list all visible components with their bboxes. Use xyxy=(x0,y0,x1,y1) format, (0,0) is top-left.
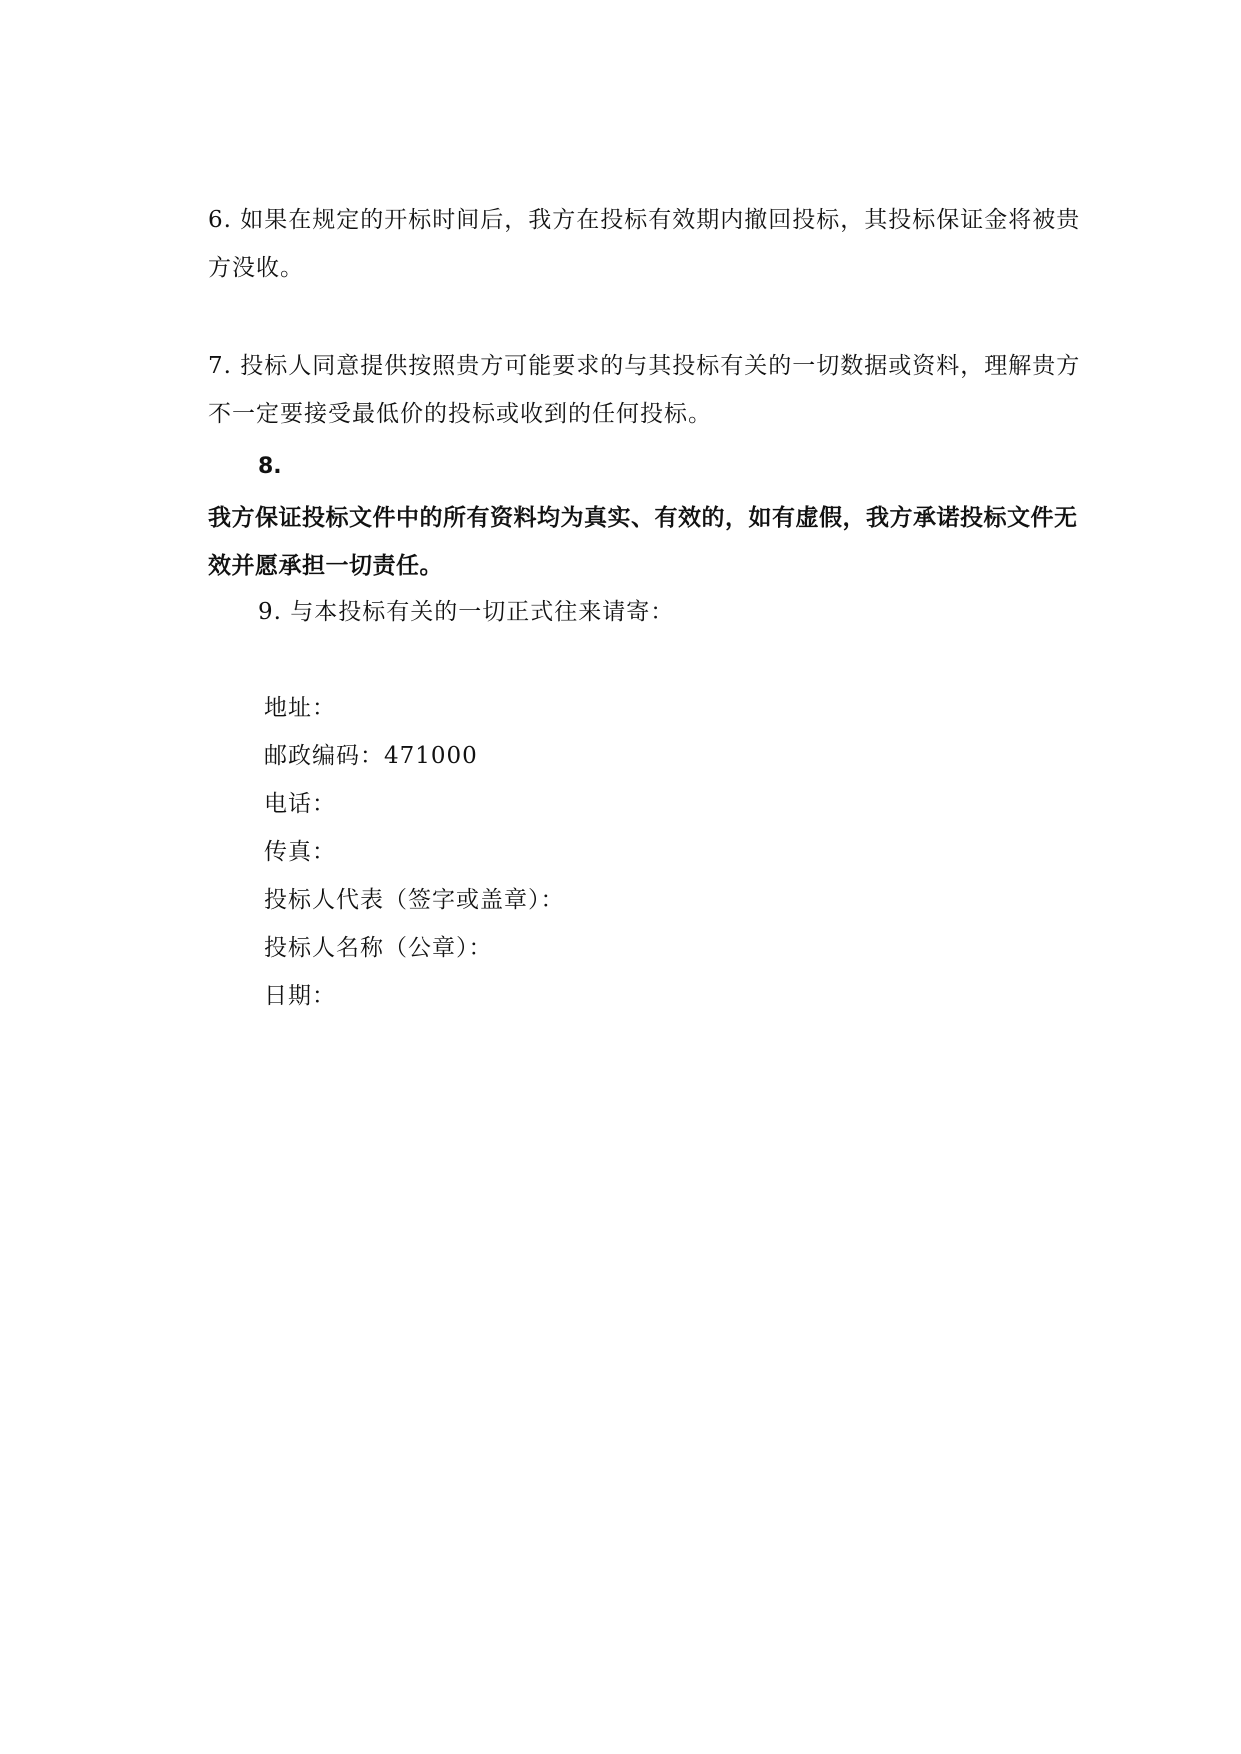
bidder-name-line: 投标人名称（公章）： xyxy=(264,935,493,961)
clause-8: 我方保证投标文件中的所有资料均为真实、有效的，如有虚假，我方承诺投标文件无效并愿承担一切责任。 xyxy=(208,505,1078,579)
phone-line: 电话： xyxy=(264,791,336,817)
clause-9: 9. 与本投标有关的一切正式往来请寄： xyxy=(258,599,675,625)
representative-line: 投标人代表（签字或盖章）： xyxy=(264,887,565,913)
date-line: 日期： xyxy=(264,983,336,1009)
clause-8-number: 8. xyxy=(258,454,282,479)
postcode-line: 邮政编码：471000 xyxy=(264,743,478,769)
contact-block xyxy=(264,688,565,1024)
clause-6: 6. 如果在规定的开标时间后，我方在投标有效期内撤回投标，其投标保证金将被贵方没收。 xyxy=(208,207,1081,281)
clause-7: 7. 投标人同意提供按照贵方可能要求的与其投标有关的一切数据或资料，理解贵方不一定要接受最低价的投标或收到的任何投标。 xyxy=(208,353,1081,427)
fax-line: 传真： xyxy=(264,839,336,865)
address-line: 地址： xyxy=(264,695,336,721)
